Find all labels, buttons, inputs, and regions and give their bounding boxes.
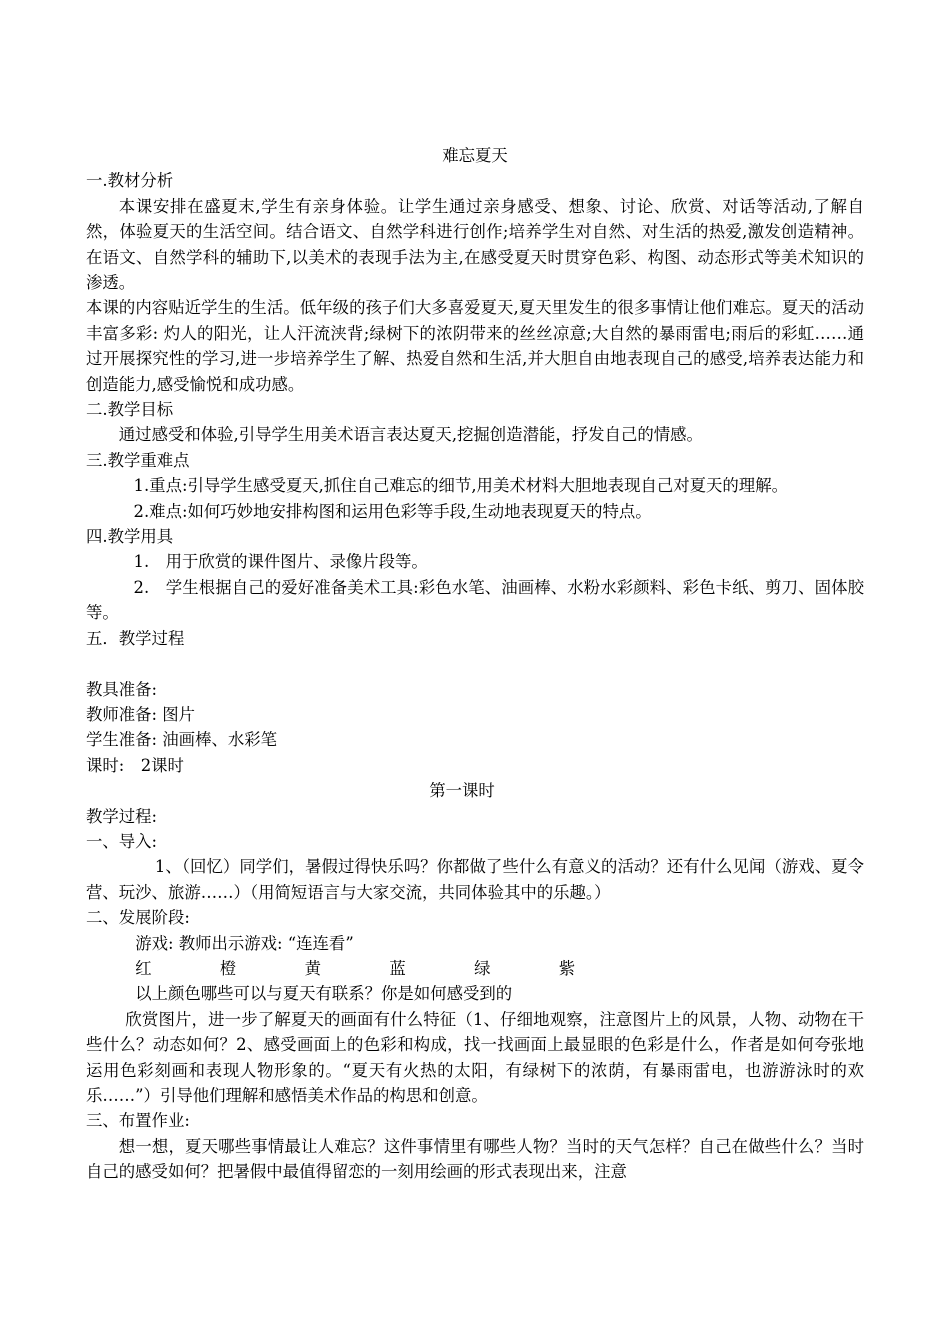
section-heading-key-points: 三.教学重难点 xyxy=(86,450,190,470)
paragraph-analysis-1: 本课安排在盛夏末,学生有亲身体验。让学生通过亲身感受、想象、讨论、欣赏、对话等活动,了解自然，体验夏天的生活空间。结合语文、自然学科进行创作;培养学生对自然、对生活的热爱,激发创造精神。在语文、自然学科的辅助下,以美术的表现手法为主,在感受夏天时贯穿色彩、构图、动态形式等美术知识的渗透。 xyxy=(86,196,864,293)
prep-heading: 教具准备: xyxy=(86,679,158,699)
key-point-item-1: 1.重点:引导学生感受夏天,抓住自己难忘的细节,用美术材料大胆地表现自己对夏天的理解。 xyxy=(133,476,788,496)
section-heading-analysis: 一.教材分析 xyxy=(86,171,174,191)
development-heading: 二、发展阶段: xyxy=(86,908,190,928)
section-heading-process: 五．教学过程 xyxy=(86,628,185,648)
color-question: 以上颜色哪些可以与夏天有联系？你是如何感受到的 xyxy=(135,984,513,1004)
color-item: 橙 xyxy=(219,958,237,978)
class-hours: 课时: 2课时 xyxy=(86,755,184,775)
homework-heading: 三、布置作业: xyxy=(86,1111,190,1131)
blank-line xyxy=(86,651,864,676)
paragraph-goals: 通过感受和体验,引导学生用美术语言表达夏天,挖掘创造潜能，抒发自己的情感。 xyxy=(118,425,703,445)
color-item: 黄 xyxy=(304,958,322,978)
student-prep: 学生准备: 油画棒、水彩笔 xyxy=(86,730,278,750)
section-heading-tools: 四.教学用具 xyxy=(86,527,174,547)
teacher-prep: 教师准备: 图片 xyxy=(86,704,196,724)
section-heading-goals: 二.教学目标 xyxy=(86,400,174,420)
appreciation-paragraph: 欣赏图片，进一步了解夏天的画面有什么特征（1、仔细地观察，注意图片上的风景，人物、动物在干些什么？动态如何？2、感受画面上的色彩和构成，找一找画面上最显眼的色彩是什么，作者是如何夸张地运用色彩刻画和表现人物形象的。“夏天有火热的太阳，有绿树下的浓荫，有暴雨雷电，也游游泳时的欢乐……”）引导他们理解和感悟美术作品的构思和创意。 xyxy=(86,1009,864,1105)
tools-item-2: 2. 学生根据自己的爱好准备美术工具:彩色水笔、油画棒、水粉水彩颜料、彩色卡纸、剪刀、固体胶等。 xyxy=(86,577,864,623)
color-list xyxy=(86,956,575,981)
intro-heading: 一、导入: xyxy=(86,831,158,851)
color-item: 绿 xyxy=(474,958,491,978)
key-point-item-2: 2.难点:如何巧妙地安排构图和运用色彩等手段,生动地表现夏天的特点。 xyxy=(133,501,652,521)
session-title: 第一课时 xyxy=(429,781,495,801)
intro-paragraph: 1、（回忆）同学们，暑假过得快乐吗？你都做了些什么有意义的活动？还有什么见闻（游戏、夏令营、玩沙、旅游……）（用简短语言与大家交流，共同体验其中的乐趣。） xyxy=(86,857,864,902)
color-item: 红 xyxy=(135,958,152,978)
color-item: 蓝 xyxy=(389,958,406,978)
process-heading: 教学过程: xyxy=(86,806,158,826)
paragraph-analysis-2: 本课的内容贴近学生的生活。低年级的孩子们大多喜爱夏天,夏天里发生的很多事情让他们难忘。夏天的活动丰富多彩: 灼人的阳光，让人汗流浃背;绿树下的浓阴带来的丝丝凉意;大自然的暴雨雷电;雨后的彩虹……通过开展探究性的学习,进一步培养学生了解、热爱自然和生活,并大胆自由地表现自己的感受,培养表达能力和创造能力,感受愉悦和成功感。 xyxy=(86,298,864,394)
game-line: 游戏: 教师出示游戏: “连连看” xyxy=(135,933,354,953)
tools-item-1: 1. 用于欣赏的课件图片、录像片段等。 xyxy=(133,552,428,572)
document-page xyxy=(86,143,864,1185)
homework-paragraph: 想一想，夏天哪些事情最让人难忘？这件事情里有哪些人物？当时的天气怎样？自己在做些什么？当时自己的感受如何？把暑假中最值得留恋的一刻用绘画的形式表现出来，注意 xyxy=(86,1136,864,1182)
color-item: 紫 xyxy=(558,958,576,978)
document-title: 难忘夏天 xyxy=(442,146,508,165)
